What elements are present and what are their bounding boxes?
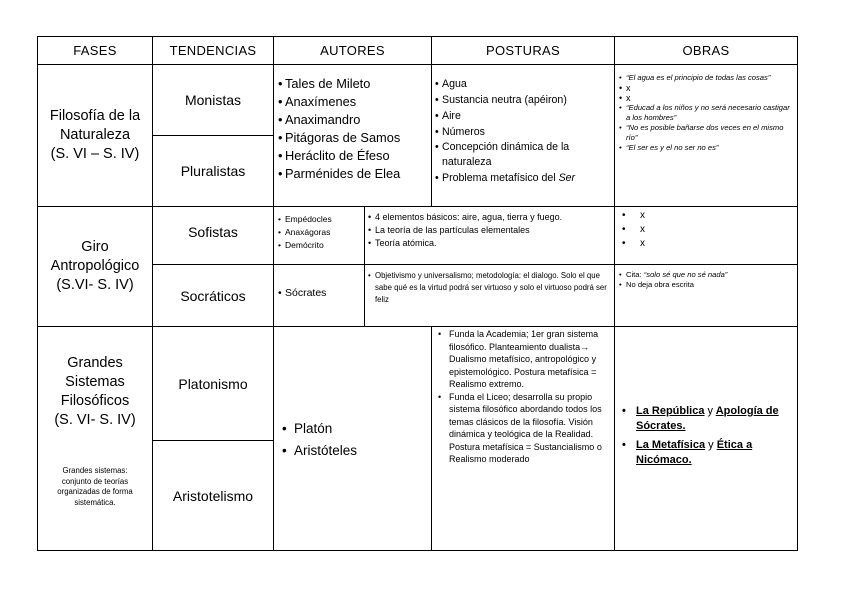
header-tendencias: TENDENCIAS — [169, 43, 257, 58]
author-item: • Pitágoras de Samos — [278, 129, 430, 147]
phase2-name — [37, 206, 153, 327]
posture-item: • Funda el Liceo; desarrolla su propio sistema filosófico abordando todos los temas clásicos de la filosofía. Visión dinámica y teológica de la Realidad. Postura metafísica = Sustancialismo o Realismo moderado — [438, 391, 608, 466]
author-item: • Tales de Mileto — [278, 75, 430, 93]
tendency-monistas: Monistas — [184, 92, 242, 108]
posture-item-last — [435, 170, 613, 186]
posture-text: Problema metafísico del — [442, 172, 556, 184]
work-item: • “No es posible bañarse dos veces en el mismo río” — [619, 123, 795, 143]
author-item: • Anaxágoras — [278, 226, 364, 239]
work-item: • x — [619, 83, 795, 93]
header-obras: OBRAS — [682, 43, 730, 58]
header-posturas: POSTURAS — [486, 43, 560, 58]
author-item: • Anaximandro — [278, 111, 430, 129]
phase2-sof-works-list — [622, 209, 792, 251]
work-item: • x — [619, 93, 795, 103]
work-conjunction: y — [707, 405, 714, 417]
phase2-name-line1: Giro — [81, 239, 109, 255]
posture-item: • Funda la Academia; 1er gran sistema filosófico. Planteamiento dualista→ Dualismo metafísico, antropológico y epistemológico. Postura metafísica = Realismo extremo. — [438, 328, 608, 391]
phase2-soc-author-list — [278, 286, 364, 300]
author-item: • Platón — [282, 418, 430, 440]
phase3-name — [37, 354, 153, 430]
work-item: • x — [622, 237, 792, 251]
author-item: • Parménides de Elea — [278, 165, 430, 183]
posture-item: • La teoría de las partículas elementales — [368, 224, 613, 237]
phase3-name-line2: Sistemas — [65, 374, 125, 390]
author-item: • Demócrito — [278, 239, 364, 252]
tendency-platonismo: Platonismo — [178, 375, 248, 392]
tendency-aristotelismo: Aristotelismo — [172, 487, 254, 504]
author-item: • Sócrates — [278, 286, 364, 300]
work-item — [622, 438, 796, 468]
phase1-name-line3: (S. VI – S. IV) — [50, 146, 140, 162]
work-item: • x — [622, 209, 792, 223]
tendency-sofistas: Sofistas — [188, 224, 238, 240]
posture-item: • Números — [435, 124, 613, 140]
work-title: Apología de Sócrates. — [636, 405, 779, 432]
phase3-note-line3: organizadas de forma — [57, 487, 133, 496]
posture-item: • Sustancia neutra (apéiron) — [435, 92, 613, 108]
phase2-soc-works-list — [619, 270, 795, 290]
work-item — [619, 270, 795, 280]
posture-item: • Agua — [435, 76, 613, 92]
phase3-note-line1: Grandes sistemas: — [62, 466, 128, 475]
posture-item: • Aire — [435, 108, 613, 124]
phase1-postures-list — [435, 76, 613, 186]
phase2-name-line3: (S.VI- S. IV) — [56, 277, 134, 293]
work-quote: “solo sé que no sé nada” — [643, 270, 728, 279]
tendency-pluralistas: Pluralistas — [180, 163, 246, 179]
author-item: • Aristóteles — [282, 440, 430, 462]
phase2-sof-postures-list — [368, 211, 613, 250]
work-item — [622, 404, 796, 434]
phase3-postures-list — [438, 328, 608, 466]
phase3-note — [37, 466, 153, 508]
phase3-note-line4: sistemática. — [74, 497, 116, 507]
posture-item: • Concepción dinámica de la naturaleza — [435, 140, 613, 170]
phase1-name-line1: Filosofía de la — [49, 108, 141, 124]
phase3-note-line2: conjunto de teorías — [61, 476, 129, 486]
posture-item: • Objetivismo y universalismo; metodología: el dialogo. Solo el que sabe qué es la virtud podrá ser virtuoso y solo el virtuoso podrá ser feliz — [368, 270, 613, 306]
phase2-soc-posture-list — [368, 270, 613, 306]
work-prefix: Cita: — [626, 270, 642, 279]
phase3-authors-list — [282, 418, 430, 462]
author-item: • Empédocles — [278, 213, 364, 226]
phase3-name-line1: Grandes — [67, 355, 123, 371]
header-autores: AUTORES — [320, 43, 385, 58]
author-item: • Anaxímenes — [278, 93, 430, 111]
phase1-name-line2: Naturaleza — [59, 127, 131, 143]
phase3-works-list — [622, 404, 796, 468]
header-fases: FASES — [73, 43, 117, 58]
author-item: • Heráclito de Éfeso — [278, 147, 430, 165]
work-item: • “El agua es el principio de todas las cosas” — [619, 73, 795, 83]
work-title: Ética a Nicómaco. — [636, 439, 753, 466]
phase1-works-list — [619, 73, 795, 153]
work-title: La Metafísica — [636, 439, 706, 451]
work-item: • “Educad a los niños y no será necesario castigar a los hombres” — [619, 103, 795, 123]
posture-item: • 4 elementos básicos: aire, agua, tierra y fuego. — [368, 211, 613, 224]
posture-emphasis: Ser — [558, 172, 576, 184]
work-title: La República — [636, 405, 705, 417]
work-item: • “El ser es y el no ser no es” — [619, 143, 795, 153]
phase1-authors-list — [278, 75, 430, 183]
phase1-name — [37, 64, 153, 207]
tendency-socraticos: Socráticos — [180, 287, 246, 304]
phase2-sof-authors-list — [278, 213, 364, 252]
phase2-name-line2: Antropológico — [50, 258, 140, 274]
work-item: • No deja obra escrita — [619, 280, 795, 290]
phase3-name-line3: Filosóficos — [60, 393, 130, 409]
posture-item: • Teoría atómica. — [368, 237, 613, 250]
phase3-name-line4: (S. VI- S. IV) — [54, 412, 136, 428]
work-item: • x — [622, 223, 792, 237]
work-conjunction: y — [708, 439, 714, 451]
